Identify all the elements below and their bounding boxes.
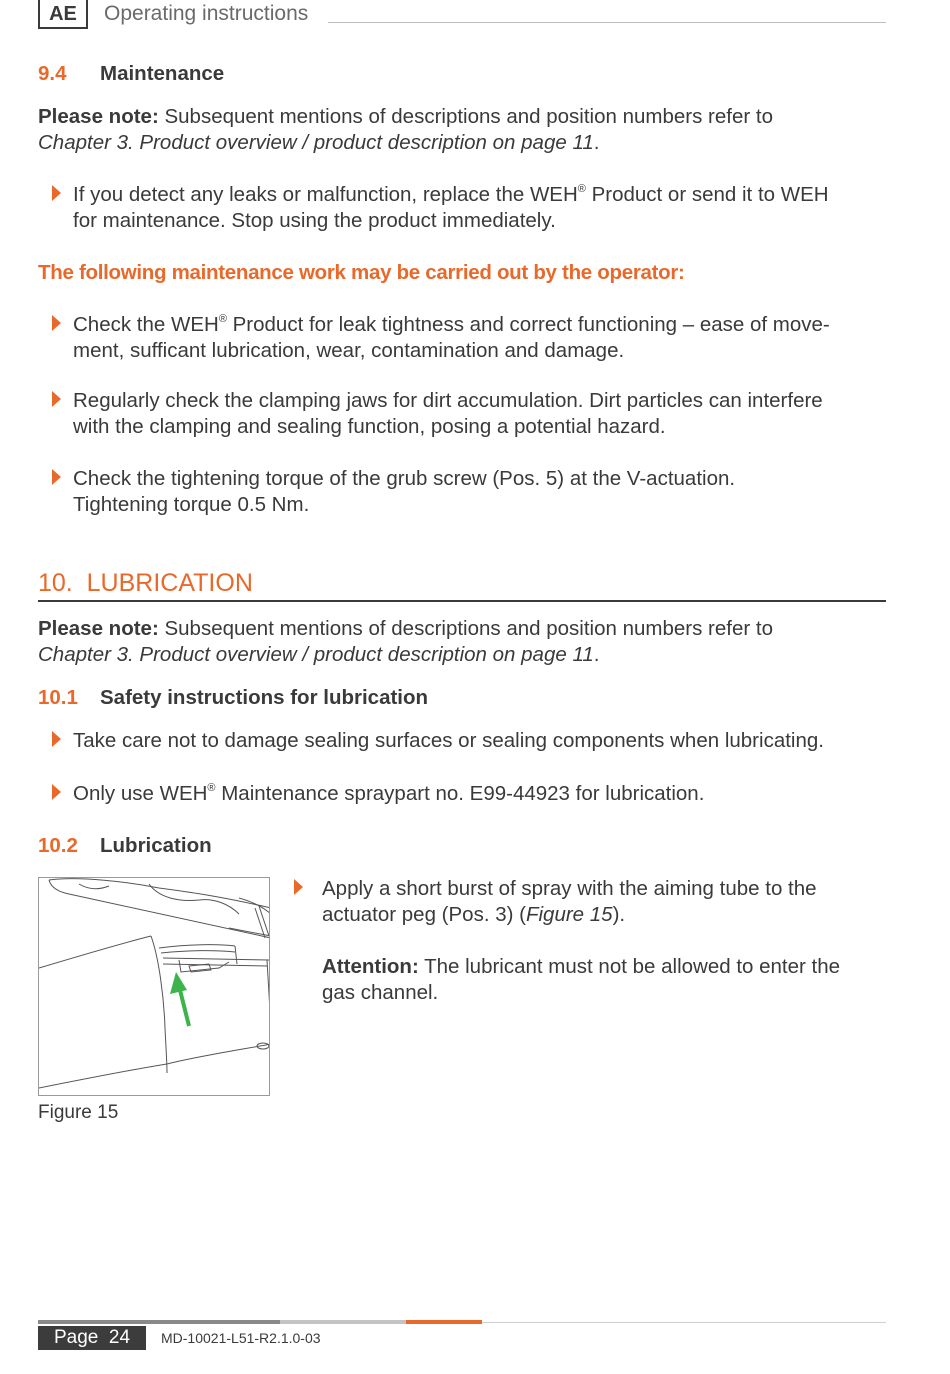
triangle-right-icon [52,784,61,800]
note-end: . [593,643,600,666]
registered-mark: ® [577,183,586,195]
bullet-maintenance-spray [73,781,903,807]
footer-page-box [38,1326,146,1350]
page-number: Page 24 [53,1327,131,1348]
bullet-text-part: Tightening torque 0.5 Nm. [73,493,310,516]
triangle-right-icon [52,315,61,331]
registered-mark: ® [218,313,227,325]
figure-15-illustration [39,878,270,1096]
bullet-text-part: Check the tightening torque of the grub screw (Pos. 5) at the V-actuation. [73,467,736,490]
section-10-2-title: Lubrication [100,834,212,857]
bullet-text-part: Product or send it to WEH [585,183,829,206]
attention-label: Attention: [322,955,419,978]
instruction-text-part: actuator peg (Pos. 3) ( [322,903,526,926]
section-10-1-number: 10.1 [38,686,78,709]
figure-15-image [38,877,270,1096]
operator-heading: The following maintenance work may be carried out by the operator: [38,261,685,284]
triangle-right-icon [52,469,61,485]
bullet-text-part: Check the WEH [73,313,219,336]
instruction-text-part: Apply a short burst of spray with the aiming tube to the [322,877,817,900]
attention-text-part: gas channel. [322,981,439,1004]
section-9-4-title: Maintenance [100,62,225,85]
section-10-2-number: 10.2 [38,834,78,857]
bullet-tightening-torque [73,466,903,518]
note-label: Please note: [38,105,159,128]
bullet-text-part: If you detect any leaks or malfunction, replace the WEH [73,183,578,206]
figure-reference: Figure 15 [525,903,613,926]
footer-bar-gray [38,1320,280,1324]
bullet-replace-product [73,182,903,234]
attention-text-part: The lubricant must not be allowed to enter the [418,955,841,978]
bullet-text-part: Regularly check the clamping jaws for dirt accumulation. Dirt particles can interfere [73,389,823,412]
section-10-1-title: Safety instructions for lubrication [100,686,429,709]
bullet-sealing-surfaces: Take care not to damage sealing surfaces or sealing components when lubricating. [73,729,824,752]
header-rule [328,22,886,23]
note-label: Please note: [38,617,159,640]
apply-instruction [322,876,902,928]
triangle-right-icon [294,879,303,895]
footer-bar-lightgray [280,1320,406,1324]
triangle-right-icon [52,185,61,201]
note-end: . [593,131,600,154]
registered-mark: ® [207,782,216,794]
green-arrow-up-icon [170,972,189,1026]
triangle-right-icon [52,391,61,407]
bullet-text-part: Maintenance spraypart no. E99-44923 for lubrication. [215,782,705,805]
bullet-check-product [73,312,903,364]
bullet-text-part: for maintenance. Stop using the product immediately. [73,209,556,232]
lubrication-note [38,616,898,668]
header-badge [38,0,88,29]
triangle-right-icon [52,731,61,747]
attention-note [322,954,902,1006]
section-10-rule [38,600,886,602]
bullet-text-part: Product for leak tightness and correct functioning – ease of move- [226,313,830,336]
section-10-title: 10. LUBRICATION [38,569,253,597]
bullet-text-part: Only use WEH [73,782,208,805]
header-badge-text: AE [49,3,77,25]
bullet-clamping-jaws [73,388,903,440]
note-reference: Chapter 3. Product overview / product description on page 11 [38,131,594,154]
note-text: Subsequent mentions of descriptions and position numbers refer to [158,105,774,128]
instruction-text-part: ). [612,903,626,926]
footer-bar-orange [406,1320,482,1324]
header-title: Operating instructions [104,2,309,25]
maintenance-note [38,104,898,156]
note-reference: Chapter 3. Product overview / product description on page 11 [38,643,594,666]
bullet-text-part: ment, sufficant lubrication, wear, contamination and damage. [73,339,625,362]
bullet-text-part: with the clamping and sealing function, posing a potential hazard. [73,415,666,438]
note-text: Subsequent mentions of descriptions and position numbers refer to [158,617,774,640]
figure-caption: Figure 15 [38,1102,119,1123]
document-id: MD-10021-L51-R2.1.0-03 [161,1330,321,1346]
section-9-4-number: 9.4 [38,62,67,85]
